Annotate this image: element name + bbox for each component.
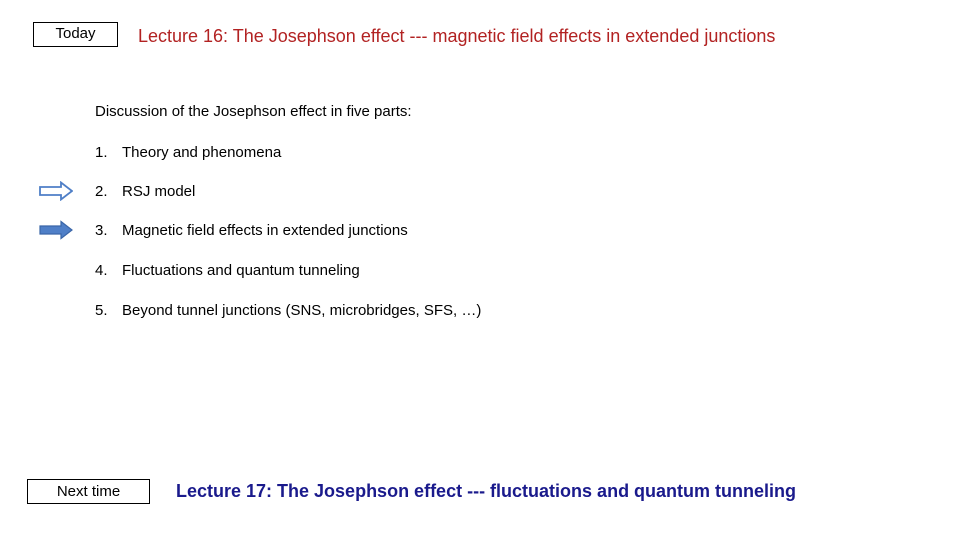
list-item-text: Fluctuations and quantum tunneling — [122, 262, 360, 279]
list-item-part-2 — [95, 183, 195, 200]
list-item-number: 1. — [95, 144, 108, 161]
today-label-box: Today — [33, 22, 118, 47]
right-arrow-filled-icon — [39, 220, 73, 240]
list-item-text: Beyond tunnel junctions (SNS, microbridges, SFS, …) — [122, 302, 482, 319]
list-item-part-5 — [95, 302, 481, 319]
list-item-text: Theory and phenomena — [122, 144, 282, 161]
list-item-text: RSJ model — [122, 183, 196, 200]
list-item-number: 3. — [95, 222, 108, 239]
list-item-number: 2. — [95, 183, 108, 200]
list-item-part-3 — [95, 222, 408, 239]
next-lecture-title: Lecture 17: The Josephson effect --- fluctuations and quantum tunneling — [176, 481, 797, 501]
list-item-number: 4. — [95, 262, 108, 279]
list-item-part-4 — [95, 262, 360, 279]
list-item-text: Magnetic field effects in extended junctions — [122, 222, 408, 239]
current-lecture-title: Lecture 16: The Josephson effect --- magnetic field effects in extended junctions — [138, 26, 776, 46]
list-item-part-1 — [95, 144, 281, 161]
list-item-number: 5. — [95, 302, 108, 319]
right-arrow-outline-icon — [39, 181, 73, 201]
next-time-label-box: Next time — [27, 479, 150, 504]
discussion-intro: Discussion of the Josephson effect in five parts: — [95, 103, 412, 120]
